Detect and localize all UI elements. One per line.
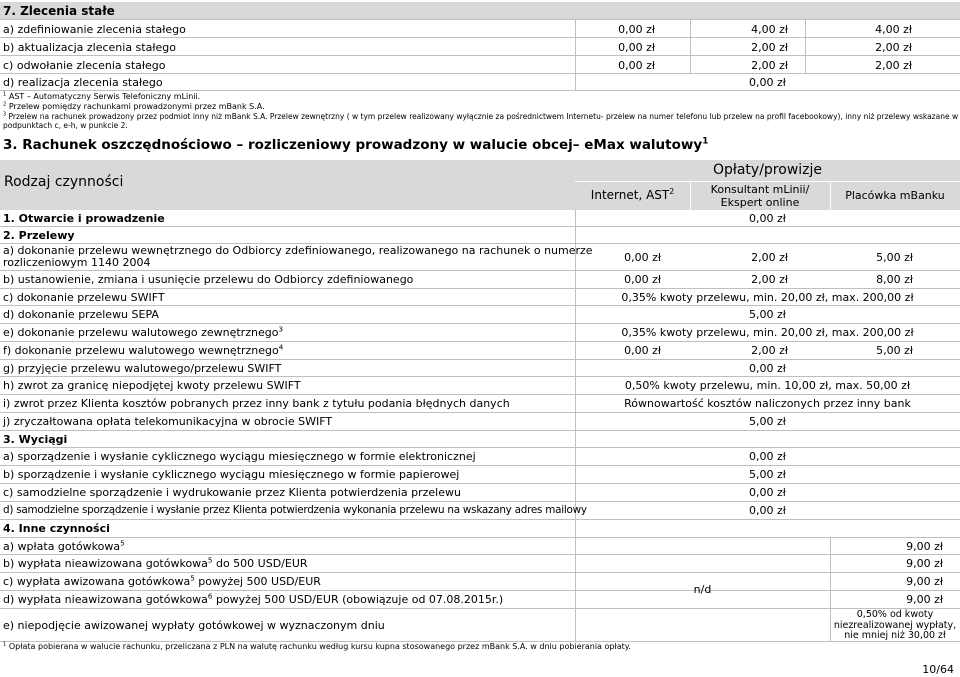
row-4b-v3: 9,00 zł (906, 557, 943, 570)
sec7-row-value: 2,00 zł (751, 41, 788, 54)
row-2i-label: i) zwrot przez Klienta kosztów pobranych przez inny bank z tytułu podania błędnych danych (3, 397, 510, 410)
row-2f-label: f) dokonanie przelewu walutowego wewnętrznego$^4$ (3, 342, 284, 357)
section-7-title: 7. Zlecenia stałe (3, 4, 115, 18)
row-2j-label: j) zryczałtowana opłata telekomunikacyjna w obrocie SWIFT (3, 415, 333, 428)
row-2f-v3: 5,00 zł (876, 344, 913, 357)
row-3a-merged: 0,00 zł (749, 450, 786, 463)
row-2d-label: d) dokonanie przelewu SEPA (3, 308, 159, 321)
row-4e-v3: 0,50% od kwoty niezrealizowanej wypłaty, nie mniej niż 30,00 zł (833, 609, 957, 641)
row-2g-merged: 0,00 zł (749, 362, 786, 375)
header-internet: Internet, AST$^2$ (590, 187, 675, 202)
footnote-bottom: $^1$ Opłata pobierana w walucie rachunku, przeliczana z PLN na walutę rachunku według kursu kupna stosowanego przez mBank S.A. w dniu pobierania opłaty. (3, 641, 631, 651)
row-2f-v1: 0,00 zł (624, 344, 661, 357)
row-2c-merged: 0,35% kwoty przelewu, min. 20,00 zł, max. 200,00 zł (621, 291, 914, 304)
row-4e-label: e) niepodjęcie awizowanej wypłaty gotówkowej w wyznaczonym dniu (3, 619, 385, 632)
row-2a-v2: 2,00 zł (751, 251, 788, 264)
row-2j-merged: 5,00 zł (749, 415, 786, 428)
row-3b-label: b) sporządzenie i wysłanie cyklicznego wyciągu miesięcznego w formie papierowej (3, 468, 460, 481)
section-3-title: 3. Rachunek oszczędnościowo – rozliczeniowy prowadzony w walucie obcej– eMax walutowy$^1$ (3, 136, 709, 153)
row-3d-label: d) samodzielne sporządzenie i wysłanie przez Klienta potwierdzenia wykonania przelewu na wskazany adres mailowy (3, 504, 587, 516)
row-2h-label: h) zwrot za granicę niepodjętej kwoty przelewu SWIFT (3, 379, 301, 392)
na-value: n/d (693, 583, 712, 596)
sec7-row-value: 0,00 zł (618, 41, 655, 54)
sec7-row-value: 0,00 zł (618, 23, 655, 36)
header-rodzaj: Rodzaj czynności (4, 174, 124, 190)
row-4d-v3: 9,00 zł (906, 593, 943, 606)
group-4-title: 4. Inne czynności (3, 522, 110, 535)
row-4b-label: b) wypłata nieawizowana gotówkowa$^5$ do 500 USD/EUR (3, 555, 308, 570)
row-4c-v3: 9,00 zł (906, 575, 943, 588)
row-2g-label: g) przyjęcie przelewu walutowego/przelewu SWIFT (3, 362, 282, 375)
sec7-row-label: b) aktualizacja zlecenia stałego (3, 41, 176, 54)
header-oplaty: Opłaty/prowizje (712, 162, 823, 178)
row-2a-label: a) dokonanie przelewu wewnętrznego do Odbiorcy zdefiniowanego, realizowanego na rachunek o numerze rozliczeniowym 1140 2004 (3, 244, 593, 269)
sec7-row-value: 4,00 zł (751, 23, 788, 36)
row-2b-v3: 8,00 zł (876, 273, 913, 286)
group-1-value: 0,00 zł (749, 212, 786, 225)
row-2d-merged: 5,00 zł (749, 308, 786, 321)
row-4a-label: a) wpłata gotówkowa$^5$ (3, 538, 125, 553)
sec7-row-value: 2,00 zł (875, 41, 912, 54)
row-3c-merged: 0,00 zł (749, 486, 786, 499)
sec7-row-label: c) odwołanie zlecenia stałego (3, 59, 166, 72)
page-number: 10/64 (922, 663, 954, 676)
row-2a-v3: 5,00 zł (876, 251, 913, 264)
row-3c-label: c) samodzielne sporządzenie i wydrukowanie przez Klienta potwierdzenia przelewu (3, 486, 461, 499)
header-placowka: Placówka mBanku (845, 189, 945, 202)
sec7-row-value: 2,00 zł (751, 59, 788, 72)
row-2f-v2: 2,00 zł (751, 344, 788, 357)
group-2-title: 2. Przelewy (3, 229, 75, 242)
group-1-title: 1. Otwarcie i prowadzenie (3, 212, 165, 225)
row-2h-merged: 0,50% kwoty przelewu, min. 10,00 zł, max. 50,00 zł (624, 379, 911, 392)
row-4c-label: c) wypłata awizowana gotówkowa$^5$ powyżej 500 USD/EUR (3, 573, 321, 588)
row-3d-merged: 0,00 zł (749, 504, 786, 517)
row-2b-label: b) ustanowienie, zmiana i usunięcie przelewu do Odbiorcy zdefiniowanego (3, 273, 414, 286)
sec7-row-label: a) zdefiniowanie zlecenia stałego (3, 23, 186, 36)
row-2b-v2: 2,00 zł (751, 273, 788, 286)
footnote-3: $^3$ Przelew na rachunek prowadzony przez podmiot inny niż mBank S.A. Przelew zewnętrzny ( w tym przelew realizowany wyłącznie za pośrednictwem Internetu- przelew na numer telefonu lub przelew na profil facebookowy), inny niż przelewy wskazane w (3, 111, 959, 121)
row-4d-label: d) wypłata nieawizowana gotówkowa$^6$ powyżej 500 USD/EUR (obowiązuje od 07.08.2015r.) (3, 591, 504, 606)
row-2i-merged: Równowartość kosztów naliczonych przez inny bank (624, 397, 911, 410)
sec7-row-value: 2,00 zł (875, 59, 912, 72)
sec7-row-merged-value: 0,00 zł (749, 76, 786, 89)
row-3b-merged: 5,00 zł (749, 468, 786, 481)
row-2a-v1: 0,00 zł (624, 251, 661, 264)
row-2e-merged: 0,35% kwoty przelewu, min. 20,00 zł, max. 200,00 zł (621, 326, 914, 339)
sec7-row-label: d) realizacja zlecenia stałego (3, 76, 163, 89)
header-konsultant: Konsultant mLinii/ Ekspert online (710, 183, 810, 209)
row-2e-label: e) dokonanie przelewu walutowego zewnętrznego$^3$ (3, 324, 283, 339)
sec7-row-value: 4,00 zł (875, 23, 912, 36)
row-2c-label: c) dokonanie przelewu SWIFT (3, 291, 165, 304)
footnote-1: $^1$ AST – Automatyczny Serwis Telefoniczny mLinii. (3, 91, 201, 101)
row-4a-v3: 9,00 zł (906, 540, 943, 553)
row-2b-v1: 0,00 zł (624, 273, 661, 286)
sec7-row-value: 0,00 zł (618, 59, 655, 72)
footnote-2: $^2$ Przelew pomiędzy rachunkami prowadzonymi przez mBank S.A. (3, 101, 265, 111)
row-3a-label: a) sporządzenie i wysłanie cyklicznego wyciągu miesięcznego w formie elektronicznej (3, 450, 476, 463)
section-7-header (0, 2, 960, 19)
footnote-3-cont: podpunktach c, e-h, w punkcie 2. (3, 121, 128, 130)
group-3-title: 3. Wyciągi (3, 433, 68, 446)
